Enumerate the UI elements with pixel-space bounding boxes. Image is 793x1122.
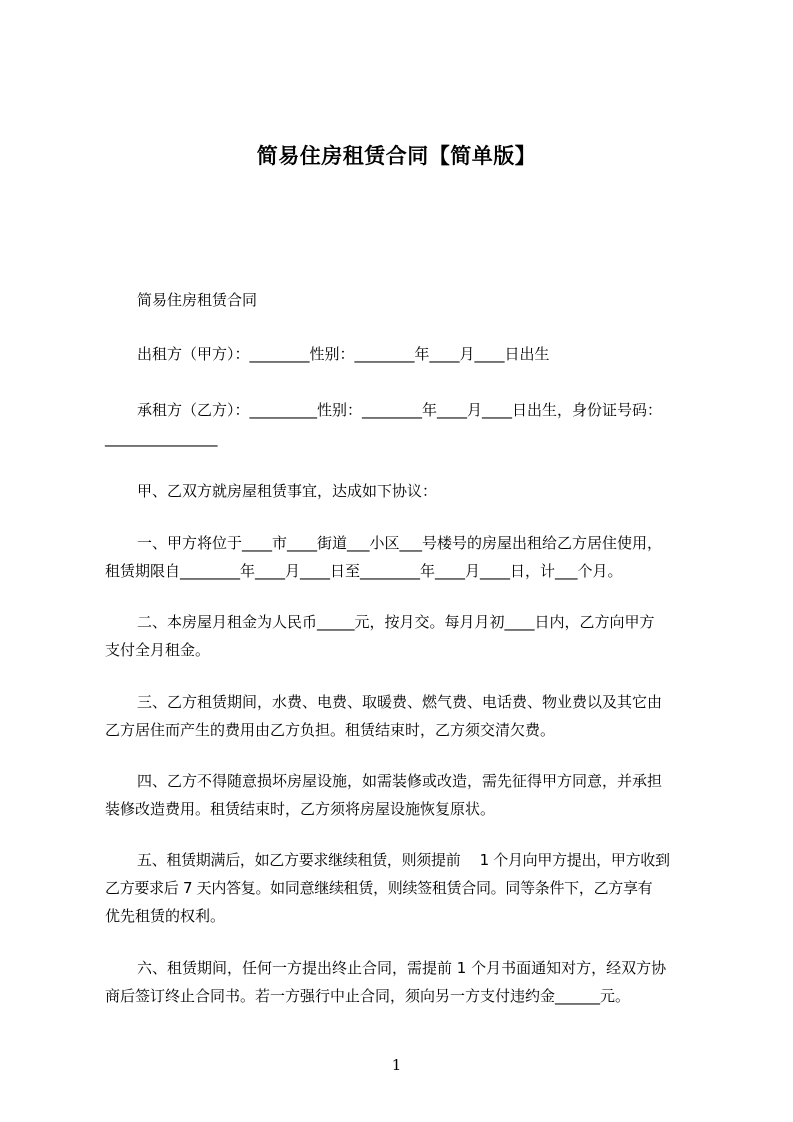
clause-5-line-1: 五、租赁期满后，如乙方要求继续租赁，则须提前 1 个月向甲方提出，甲方收到 (137, 851, 670, 869)
page-number: 1 (391, 1056, 402, 1074)
clause-4-line-1: 四、乙方不得随意损坏房屋设施，如需装修或改造，需先征得甲方同意，并承担 (137, 772, 663, 790)
clause-2-line-1: 二、本房屋月租金为人民币_____元，按月交。每月月初____日内，乙方向甲方 (137, 613, 655, 631)
contract-subtitle: 简易住房租赁合同 (137, 291, 258, 309)
clause-6-line-2: 商后签订终止合同书。若一方强行中止合同，须向另一方支付违约金______元。 (105, 987, 631, 1005)
intro-paragraph: 甲、乙双方就房屋租赁事宜，达成如下协议： (137, 482, 438, 500)
clause-4-line-2: 装修改造费用。租赁结束时，乙方须将房屋设施恢复原状。 (105, 800, 496, 818)
clause-5-line-2: 乙方要求后 7 天内答复。如同意继续租赁，则续签租赁合同。同等条件下，乙方享有 (105, 879, 653, 897)
document-title: 简易住房租赁合同【简单版】 (256, 144, 537, 168)
clause-1-line-2: 租赁期限自________年____月____日至________年____月____日，计___个月。 (105, 562, 623, 580)
clause-3-line-1: 三、乙方租赁期间，水费、电费、取暖费、燃气费、电话费、物业费以及其它由 (137, 693, 663, 711)
clause-1-line-1: 一、甲方将位于____市____街道___小区___号楼号的房屋出租给乙方居住使用， (137, 534, 663, 552)
clause-3-line-2: 乙方居住而产生的费用由乙方负担。租赁结束时，乙方须交清欠费。 (105, 721, 556, 739)
lessee-id-blank: _______________ (105, 429, 218, 447)
clause-2-line-2: 支付全月租金。 (105, 641, 211, 659)
clause-5-line-3: 优先租赁的权利。 (105, 907, 226, 925)
lessor-line: 出租方（甲方）：________性别：________年____月____日出生 (137, 345, 550, 363)
lessee-line: 承租方（乙方）：_________性别：________年____月____日出生，身份证号码： (137, 401, 663, 419)
clause-6-line-1: 六、租赁期间，任何一方提出终止合同，需提前 1 个月书面通知对方，经双方协 (137, 959, 667, 977)
